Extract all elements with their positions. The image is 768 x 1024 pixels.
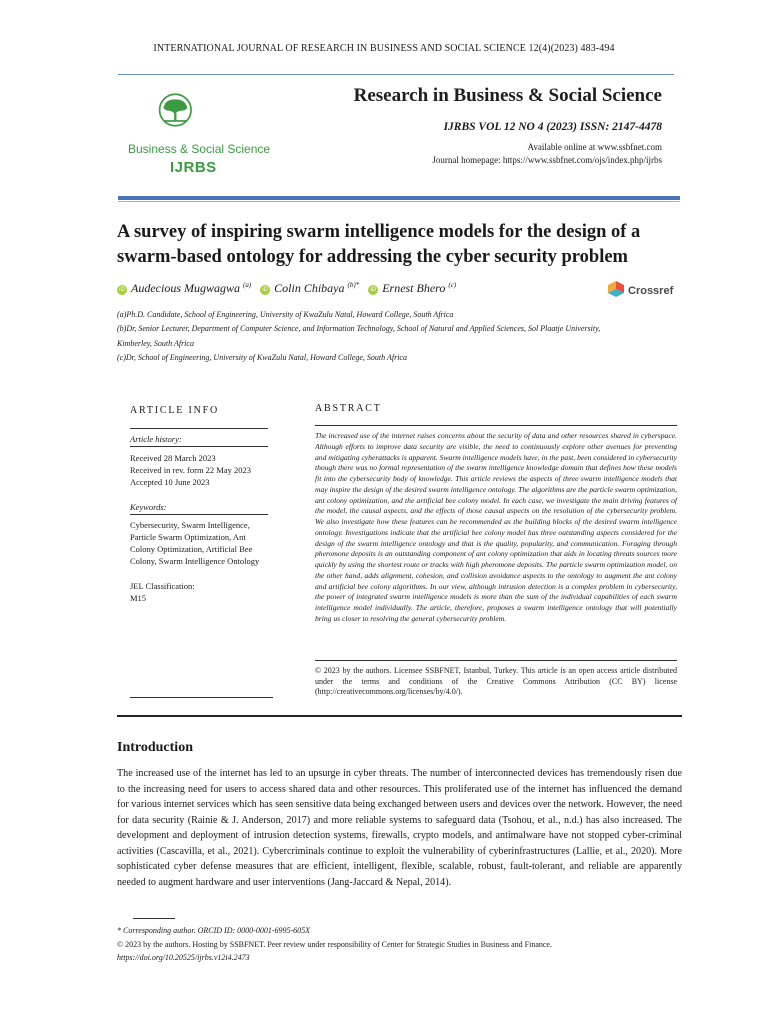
introduction-heading: Introduction (117, 740, 193, 755)
tree-logo-icon (150, 78, 240, 142)
abstract-heading: ABSTRACT (315, 403, 382, 414)
footnote-rule (133, 918, 175, 919)
author-affil-mark: (c) (448, 281, 457, 289)
orcid-icon[interactable]: iD (117, 285, 127, 295)
paper-title-line1: A survey of inspiring swarm intelligence models for the design of a (117, 222, 641, 242)
journal-title: Research in Business & Social Science (353, 85, 662, 106)
section-divider (117, 715, 682, 717)
corresponding-author-note: * Corresponding author. ORCID ID: 0000-0001-6995-605X (117, 926, 311, 935)
article-history-rule (130, 446, 268, 447)
header-divider (118, 74, 674, 75)
license-text: © 2023 by the authors. Licensee SSBFNET, Istanbul, Turkey. This article is an open access article distributed under the terms and conditions of the Creative Commons Attribution (CC BY) license (http://creativecommons.org/licenses/by/4.0/). (315, 666, 677, 696)
keywords-line4: Colony, Swarm Intelligence Ontology (130, 556, 260, 566)
affiliation-b-line2: Kimberley, South Africa (117, 339, 194, 348)
running-head: INTERNATIONAL JOURNAL OF RESEARCH IN BUSINESS AND SOCIAL SCIENCE 12(4)(2023) 483-494 (153, 43, 615, 54)
keywords-line2: Particle Swarm Optimization, Ant (130, 532, 246, 542)
header-bottom-rule (118, 196, 680, 200)
keywords-label: Keywords: (130, 502, 167, 512)
orcid-icon[interactable]: iD (368, 285, 378, 295)
author-list (117, 281, 456, 296)
paper-title (117, 220, 687, 270)
crossref-badge[interactable] (608, 281, 673, 302)
jel-label: JEL Classification: (130, 581, 195, 591)
journal-volume: IJRBS VOL 12 NO 4 (2023) ISSN: 2147-4478 (443, 121, 662, 133)
author-affil-mark: (a) (243, 281, 252, 289)
journal-homepage[interactable]: Journal homepage: https://www.ssbfnet.com/ojs/index.php/ijrbs (432, 155, 662, 165)
article-history-label: Article history: (130, 434, 182, 444)
keywords-line1: Cybersecurity, Swarm Intelligence, (130, 520, 250, 530)
orcid-icon[interactable]: iD (260, 285, 270, 295)
article-info-rule (130, 428, 268, 429)
affiliation-c: (c)Dr, School of Engineering, University of KwaZulu Natal, Howard College, South Africa (117, 353, 407, 362)
author-name: Audecious Mugwagwa (131, 281, 240, 295)
jel-code: M15 (130, 593, 147, 603)
article-info-heading: ARTICLE INFO (130, 405, 220, 416)
author-name: Colin Chibaya (274, 281, 345, 295)
revised-date: Received in rev. form 22 May 2023 (130, 465, 252, 475)
paper-title-line2: swarm-based ontology for addressing the cyber security problem (117, 247, 628, 267)
logo-text-line2: IJRBS (170, 159, 217, 176)
crossref-icon (608, 281, 624, 297)
copyright-note: © 2023 by the authors. Hosting by SSBFNET. Peer review under responsibility of Center for Strategic Studies in Business and Finance. (117, 940, 552, 949)
accepted-date: Accepted 10 June 2023 (130, 477, 210, 487)
doi-link[interactable]: https://doi.org/10.20525/ijrbs.v12i4.2473 (117, 953, 250, 962)
abstract-rule (315, 425, 677, 426)
license-rule (315, 660, 677, 661)
affiliation-b-line1: (b)Dr, Senior Lecturer, Department of Computer Science, and Information Technology, School of Natural and Applied Sciences, Sol Plaatje University, (117, 324, 601, 333)
author-name: Ernest Bhero (382, 281, 446, 295)
keywords-line3: Colony Optimization, Artificial Bee (130, 544, 253, 554)
keywords-rule (130, 514, 268, 515)
crossref-label: Crossref (628, 285, 674, 297)
logo-text-line1: Business & Social Science (128, 142, 271, 156)
introduction-body: The increased use of the internet has led to an upsurge in cyber threats. The number of interconnected devices has tremendously risen due to the increasing need for users to access shared data and other resources. This proliferated use of the internet has influenced the demand for various internet services which has seen sensitive data being exchanged between users and devices over the network. However, the need for data security (Rainie & J. Anderson, 2017) and more reliable systems to safeguard data (Tsohou, et al., n.d.) has also increased. The development and deployment of intrusion detection systems, firewalls, crypto models, and antimalware have not stopped cyber-criminal activities (Cascavilla, et al., 2021). Cybercriminals continue to exploit the vulnerability of cyberinfrastructures (Lallie, et al., 2020). More sophisticated cyber defense measures that are efficient, intelligent, flexible, scalable, robust, fault-tolerant, and reliable are apparently needed to augment hardware and user interventions (Jang-Jaccard & Nepal, 2014). (117, 768, 682, 888)
header-bottom-rule-thin (118, 201, 680, 202)
article-info-bottom-rule (130, 697, 273, 698)
abstract-text: The increased use of the internet raises concerns about the security of data and other resources shared in cyberspace. Although efforts to improve data security are visible, the need to continuously explore other avenues for preventing and mitigating cyberattacks is apparent. Swarm intelligence models have, in the past, been considered in cybersecurity though there was no formal representation of the swarm intelligence knowledge domain that defines how these models fit into the cybersecurity body of knowledge. This article reviews the aspects of three swarm intelligence models that may inspire the design of the desired swarm intelligence ontology. The algorithms are the particle swarm optimization, ant colony optimization, and the artificial bee colony model. In each case, we investigate the main driving features of the model, the causal aspects, and the effects of those causal aspects on the resolution of the cybersecurity problem. We also investigate how these features can be recommended as the building blocks of the desired swarm intelligence ontology. Investigations indicate that the artificial bee colony model has three outstanding aspects considered for the design of the swarm intelligence ontology and that is the quality, popularity, and communication. Foraging through pheromone deposits is an outstanding component of ant colony optimization that aids in locating threats sources more quickly by using the shortest route or tracks with high pheromone deposits. The particle swarm optimization model, on the other hand, adds alignment, cohesion, and collision avoidance aspects to the ontology to augment the ant colony and artificial bee colony algorithms. In our view, although intrusion detection is a complex problem in cybersecurity, the power of integrated swarm intelligence models is more than the sum of the individual capabilities of each swarm intelligence model individually. The article, therefore, proposes a swarm intelligence ontology that will potentially bring us closer to resolving the general cybersecurity problem. (315, 431, 677, 623)
author-affil-mark: (b)* (347, 281, 360, 289)
received-date: Received 28 March 2023 (130, 453, 216, 463)
journal-available-online: Available online at www.ssbfnet.com (527, 142, 662, 152)
affiliation-a: (a)Ph.D. Candidate, School of Engineering, University of KwaZulu Natal, Howard College, South Africa (117, 310, 454, 319)
